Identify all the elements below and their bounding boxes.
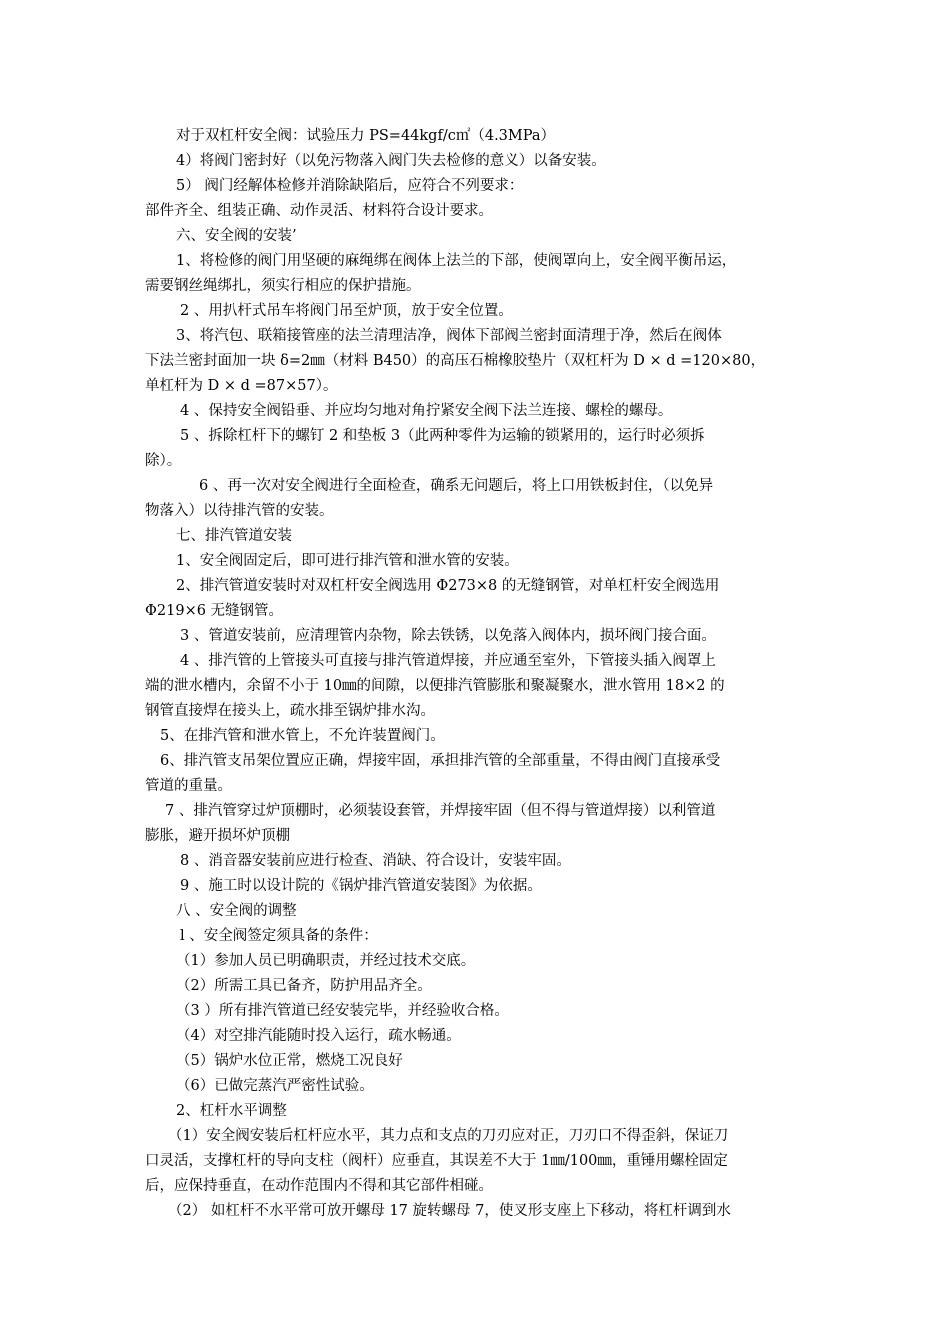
section-heading: 八 、安全阀的调整 bbox=[176, 903, 297, 919]
text-line: Φ219×6 无缝钢管。 bbox=[145, 603, 284, 619]
text-line: （1）安全阀安装后杠杆应水平，其力点和支点的刀刃应对正，刀刃口不得歪斜，保证刀 bbox=[168, 1128, 729, 1144]
text-line: 后，应保持垂直，在动作范围内不得和其它部件相碰。 bbox=[145, 1178, 493, 1194]
text-line: 下法兰密封面加一块 δ=2㎜（材料 B450）的高压石棉橡胶垫片（双杠杆为 D × d =120×80， bbox=[145, 353, 766, 369]
text-line: 3、将汽包、联箱接管座的法兰清理洁净，阀体下部阀兰密封面清理于净，然后在阀体 bbox=[176, 328, 722, 344]
text-line: l 、安全阀签定须具备的条件： bbox=[180, 928, 378, 944]
text-line: 口灵活，支撑杠杆的导向支柱（阀杆）应垂直，其误差不大于 1㎜/100㎜，重锤用螺栓固定 bbox=[145, 1153, 728, 1169]
text-line: 部件齐全、组装正确、动作灵活、材料符合设计要求。 bbox=[145, 203, 493, 219]
text-line: （2） 如杠杆不水平常可放开螺母 17 旋转螺母 7，使叉形支座上下移动，将杠杆调到水 bbox=[168, 1203, 731, 1219]
text-line: 5 、拆除杠杆下的螺钉 2 和垫板 3（此两种零件为运输的锁紧用的，运行时必须拆 bbox=[180, 428, 705, 444]
text-line: 5、在排汽管和泄水管上，不允许装置阀门。 bbox=[160, 728, 445, 744]
text-line: 5） 阀门经解体检修并消除缺陷后，应符合不列要求： bbox=[176, 178, 524, 194]
text-line: 2、排汽管道安装时对双杠杆安全阀选用 Φ273×8 的无缝钢管，对单杠杆安全阀选用 bbox=[176, 578, 720, 594]
text-line: 4 、排汽管的上管接头可直接与排汽管道焊接，并应通至室外，下管接头插入阀罩上 bbox=[180, 653, 716, 669]
list-item: （1）参加人员已明确职责，并经过技术交底。 bbox=[176, 953, 476, 969]
list-item: （5）锅炉水位正常，燃烧工况良好 bbox=[176, 1053, 403, 1069]
text-line: 膨胀，避开损坏炉顶棚 bbox=[145, 828, 290, 844]
list-item: （2）所需工具已备齐，防护用品齐全。 bbox=[176, 978, 432, 994]
list-item: （4）对空排汽能随时投入运行，疏水畅通。 bbox=[176, 1028, 461, 1044]
text-line: 6、排汽管支吊架位置应正确，焊接牢固，承担排汽管的全部重量，不得由阀门直接承受 bbox=[160, 753, 721, 769]
text-line: 物落入）以待排汽管的安装。 bbox=[145, 503, 334, 519]
text-line: 对于双杠杆安全阀：试验压力 PS=44kgf/c㎡（4.3MPa） bbox=[176, 128, 555, 144]
text-line: 除）。 bbox=[145, 453, 182, 469]
text-line: 2 、用扒杆式吊车将阀门吊至炉顶，放于安全位置。 bbox=[180, 303, 513, 319]
text-line: 2、杠杆水平调整 bbox=[176, 1103, 287, 1119]
text-line: 9 、施工时以设计院的《锅炉排汽管道安装图》为依据。 bbox=[180, 878, 542, 894]
text-line: 1、将检修的阀门用坚硬的麻绳绑在阀体上法兰的下部，使阀罩向上，安全阀平衡吊运， bbox=[176, 253, 737, 269]
text-line: 需要钢丝绳绑扎，须实行相应的保护措施。 bbox=[145, 278, 421, 294]
text-line: 钢管直接焊在接头上，疏水排至锅炉排水沟。 bbox=[145, 703, 435, 719]
list-item: （3 ）所有排汽管道已经安装完毕，并经验收合格。 bbox=[176, 1003, 509, 1019]
text-line: 3 、管道安装前，应清理管内杂物，除去铁锈，以免落入阀体内，损坏阀门接合面。 bbox=[180, 628, 716, 644]
text-line: 端的泄水槽内，余留不小于 10㎜的间隙，以便排汽管膨胀和聚凝聚水，泄水管用 18×2 的 bbox=[145, 678, 725, 694]
text-line: 单杠杆为 D × d =87×57）。 bbox=[145, 378, 338, 394]
text-line: 4）将阀门密封好（以免污物落入阀门失去检修的意义）以备安装。 bbox=[176, 153, 606, 169]
section-heading: 七、排汽管道安装 bbox=[176, 528, 292, 544]
text-line: 1、安全阀固定后，即可进行排汽管和泄水管的安装。 bbox=[176, 553, 519, 569]
text-line: 4 、保持安全阀铅垂、并应均匀地对角拧紧安全阀下法兰连接、螺栓的螺母。 bbox=[180, 403, 673, 419]
text-line: 管道的重量。 bbox=[145, 778, 232, 794]
text-line: 6 、再一次对安全阀进行全面检查，确系无问题后，将上口用铁板封住，（以免异 bbox=[199, 478, 714, 494]
text-line: 8 、消音器安装前应进行检查、消缺、符合设计，安装牢固。 bbox=[180, 853, 571, 869]
list-item: （6）已做完蒸汽严密性试验。 bbox=[176, 1078, 374, 1094]
text-line: 7 、排汽管穿过炉顶棚时，必须装设套管，并焊接牢固（但不得与管道焊接）以利管道 bbox=[165, 803, 716, 819]
section-heading: 六、安全阀的安装’ bbox=[176, 228, 297, 244]
